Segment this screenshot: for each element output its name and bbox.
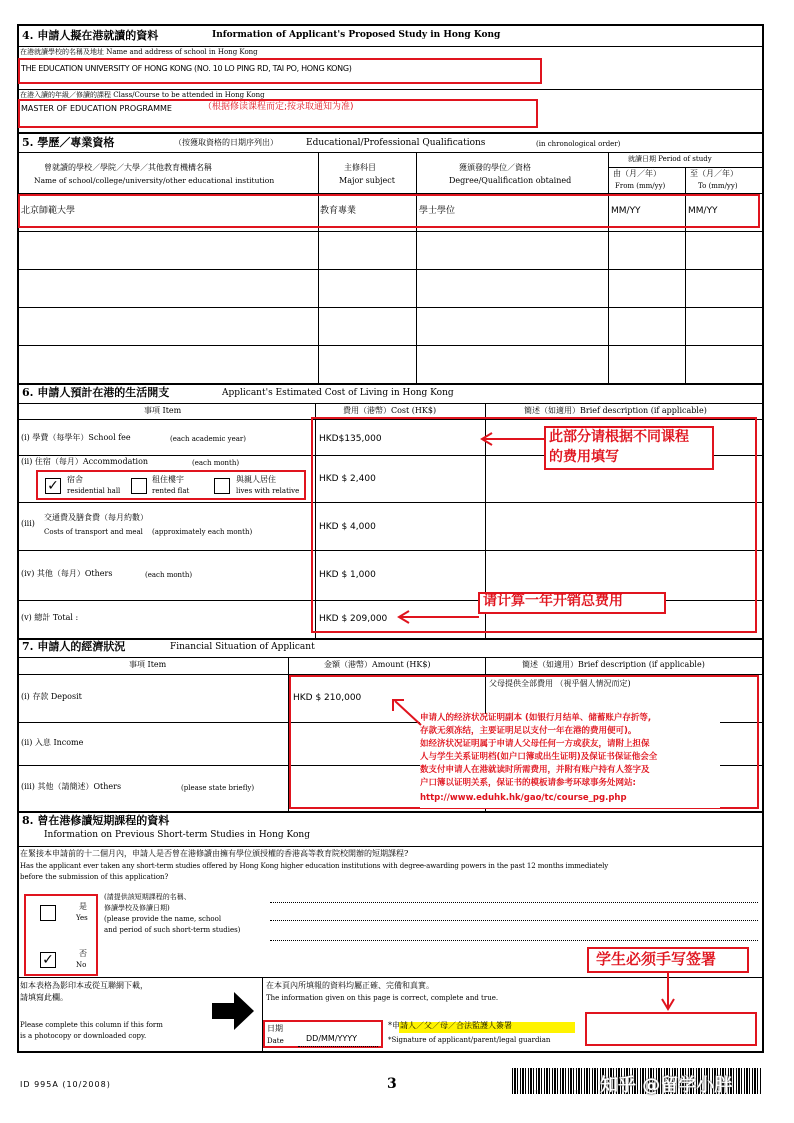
arrow-icon (389, 697, 423, 727)
sec4-title-en: Information of Applicant's Proposed Study in Hong Kong (212, 30, 501, 40)
school-value[interactable]: THE EDUCATION UNIVERSITY OF HONG KONG (NO. 10 LO PING RD, TAI PO, HONG KONG) (21, 64, 352, 73)
copy-note-en1: Please complete this column if this form (20, 1021, 163, 1029)
divider (18, 811, 763, 813)
divider (18, 132, 763, 134)
cost-i-sub: (each academic year) (170, 435, 246, 443)
signature-box[interactable] (585, 1012, 757, 1046)
cost-iii-sub: (approximately each month) (152, 528, 253, 536)
divider (18, 89, 763, 90)
col-from-zh: 由（月／年） (613, 169, 661, 178)
watermark: 知乎 @留学小胖 (600, 1075, 733, 1096)
correct-zh: 在本頁內所填報的資料均屬正確、完備和真實。 (266, 981, 434, 990)
sig-note-text: 学生必须手写签署 (596, 950, 717, 968)
sec6-col-cost: 費用（港幣）Cost (HK$) (343, 406, 437, 415)
class-label: 在港入讀的年級／修讀的課程 Class/Course to be attended in Hong Kong (20, 91, 265, 99)
cost-iv-sub: (each month) (145, 571, 193, 579)
opt-flat-en: rented flat (152, 487, 190, 495)
sec6-title-zh: 6. 申請人預計在港的生活開支 (22, 386, 170, 399)
sec8-title-zh: 8. 曾在港修讀短期課程的資料 (22, 814, 170, 827)
divider (18, 638, 763, 640)
date-zh: 日期 (267, 1024, 283, 1033)
class-note: （根据修读课程而定;按录取通知为准) (203, 102, 354, 112)
finance-note-line: 如经济状况证明属于申请人父母任何一方或获友，请附上担保 (420, 739, 650, 749)
col-divider (318, 152, 319, 383)
date-line (298, 1046, 378, 1047)
down-arrow-icon (661, 973, 675, 1011)
note1-line1: 此部分请根据不同课程 (549, 429, 689, 445)
cost-i-value[interactable]: HKD$135,000 (319, 434, 382, 444)
class-highlight-box (18, 99, 538, 128)
sec5-title-en-sub: (in chronological order) (536, 140, 621, 148)
sec5-title-en: Educational/Professional Qualifications (306, 138, 486, 148)
divider (18, 269, 763, 270)
col-divider (608, 152, 609, 383)
col-degree-zh: 獲頒發的學位／資格 (459, 163, 531, 172)
row1-from[interactable]: MM/YY (611, 206, 641, 216)
class-value[interactable]: MASTER OF EDUCATION PROGRAMME (21, 104, 172, 113)
cost-iii-zh: 交通費及膳食費（每月約數） (44, 513, 148, 522)
divider (18, 46, 763, 47)
divider (18, 231, 763, 232)
col-divider (416, 152, 417, 383)
col-period: 就讀日期 Period of study (628, 155, 712, 163)
sec8-title-en: Information on Previous Short-term Studies in Hong Kong (44, 830, 310, 840)
date-en: Date (267, 1037, 284, 1045)
detail-zh1: (請提供該短期課程的名稱、 (104, 893, 191, 901)
accommodation-highlight-box (36, 470, 306, 500)
cost-ii-label: (ii) 住宿（每月）Accommodation (21, 457, 149, 466)
col-major-en: Major subject (339, 176, 395, 185)
note2-text: 请计算一年开销总费用 (483, 593, 623, 609)
yes-en: Yes (76, 914, 88, 922)
col-degree-en: Degree/Qualification obtained (449, 176, 572, 185)
cost-iv-value[interactable]: HKD $ 1,000 (319, 570, 376, 580)
cost-ii-value[interactable]: HKD $ 2,400 (319, 474, 376, 484)
col-major-zh: 主修科目 (344, 163, 376, 172)
arrow-icon (478, 432, 544, 446)
sec7-col-item: 事項 Item (129, 660, 167, 669)
sec8-question-en1: Has the applicant ever taken any short-term studies offered by Hong Kong higher education institutions with degree-awarding powers in the past 12 months immediately (20, 862, 609, 870)
date-highlight-box (263, 1020, 383, 1048)
row1-major[interactable]: 教育專業 (320, 206, 357, 216)
school-highlight-box (18, 58, 542, 84)
fin-i-value[interactable]: HKD $ 210,000 (293, 693, 362, 703)
yes-checkbox[interactable] (40, 905, 56, 921)
sec8-question-en2: before the submission of this application? (20, 873, 169, 881)
no-zh: 否 (79, 949, 87, 958)
cost-v-value[interactable]: HKD $ 209,000 (319, 614, 388, 624)
finance-note (420, 714, 720, 808)
col-to-en: To (mm/yy) (698, 182, 738, 190)
sec6-col-desc: 簡述（如適用）Brief description (if applicable) (524, 406, 707, 415)
finance-note-line: 人与学生关系证明档(如户口簿或出生证明)及保证书保证他会全 (420, 752, 658, 762)
fin-ii-label: (ii) 入息 Income (21, 738, 84, 747)
row1-degree[interactable]: 學士學位 (419, 206, 456, 216)
divider (18, 152, 763, 153)
hall-checkbox[interactable]: ✓ (45, 478, 61, 494)
detail-line[interactable] (270, 940, 758, 941)
opt-flat-zh: 租住樓宇 (152, 475, 184, 484)
right-arrow-icon (212, 992, 254, 1030)
sec8-question-zh: 在緊接本申請前的十二個月內，申請人是否曾在港修讀由擁有學位頒授權的香港高等教育院校開辦的短期課程? (20, 849, 409, 858)
divider (18, 657, 763, 658)
finance-note-link[interactable]: http://www.eduhk.hk/gao/tc/course_pg.php (420, 793, 627, 803)
cost-iii-value[interactable]: HKD $ 4,000 (319, 522, 376, 532)
sec7-title-en: Financial Situation of Applicant (170, 642, 315, 652)
opt-relative-en: lives with relative (236, 487, 300, 495)
detail-line[interactable] (270, 920, 758, 921)
row1-school[interactable]: 北京師範大學 (21, 206, 76, 216)
note1-line2: 的费用填写 (549, 449, 619, 465)
opt-hall-zh: 宿舍 (67, 475, 83, 484)
col-from-en: From (mm/yy) (615, 182, 666, 190)
detail-line[interactable] (270, 902, 758, 903)
cost-iv-label: (iv) 其他（每月）Others (21, 569, 113, 578)
correct-en: The information given on this page is correct, complete and true. (266, 994, 499, 1002)
opt-relative-zh: 與親人居住 (236, 475, 276, 484)
divider (18, 403, 763, 404)
sec7-col-amt: 金額（港幣）Amount (HK$) (324, 660, 431, 669)
opt-hall-en: residential hall (67, 487, 121, 495)
divider (18, 977, 763, 978)
fin-i-label: (i) 存款 Deposit (21, 692, 82, 701)
col-to-zh: 至（月／年） (690, 169, 738, 178)
fin-iii-sub: (please state briefly) (181, 784, 255, 792)
detail-zh2: 修讀學校及修讀日期) (104, 904, 170, 912)
sec4-title-zh: 4. 申請人擬在港就讀的資料 (22, 29, 159, 42)
cost-iii-en: Costs of transport and meal (44, 528, 143, 536)
cost-ii-sub: (each month) (192, 459, 240, 467)
sec7-title-zh: 7. 申請人的經濟狀況 (22, 640, 126, 653)
no-checkbox[interactable]: ✓ (40, 952, 56, 968)
copy-note-zh1: 如本表格為影印本或從互聯網下載， (20, 981, 148, 990)
arrow-icon (395, 610, 479, 624)
signature-zh: *申請人／父／母／合法監護人簽署 (388, 1021, 512, 1030)
date-value[interactable]: DD/MM/YYYY (306, 1034, 358, 1043)
sec6-col-item: 事項 Item (144, 406, 182, 415)
sec5-title-zh-sub: （按獲取資格的日期序列出） (174, 138, 278, 147)
detail-en2: and period of such short-term studies) (104, 926, 241, 934)
detail-en1: (please provide the name, school (104, 915, 222, 923)
divider (18, 307, 763, 308)
divider (18, 383, 763, 385)
cost-i-label: (i) 學費（每學年）School fee (21, 433, 131, 442)
col-school-en: Name of school/college/university/other educational institution (34, 176, 275, 185)
no-en: No (76, 961, 87, 969)
sec5-title-zh: 5. 學歷／專業資格 (22, 136, 115, 149)
divider (18, 345, 763, 346)
finance-note-line: 申请人的经济状况证明副本 (如银行月结单、储蓄账户存折等, (420, 713, 652, 723)
finance-note-line: 户口簿以证明关系，保证书的模板请参考环球事务处网站: (420, 778, 636, 788)
sec7-col-desc: 簡述（如適用）Brief description (if applicable) (522, 660, 705, 669)
school-label: 在港就讀學校的名稱及地址 Name and address of school in Hong Kong (20, 48, 258, 56)
form-id: ID 995A (10/2008) (20, 1080, 111, 1089)
page-number: 3 (387, 1076, 397, 1092)
cost-v-label: (v) 總計 Total : (21, 613, 79, 622)
yes-zh: 是 (79, 902, 87, 911)
finance-note-line: 存款无须冻结，主要证明足以支付一年在港的费用便可)。 (420, 726, 637, 736)
row1-to[interactable]: MM/YY (688, 206, 718, 216)
col-school-zh: 曾就讀的學校／學院／大學／其他教育機構名稱 (44, 163, 212, 172)
copy-note-zh2: 請填寫此欄。 (20, 993, 68, 1002)
fin-iii-label: (iii) 其他（請簡述）Others (21, 782, 122, 791)
row1-highlight-box (18, 194, 760, 228)
sec6-title-en: Applicant's Estimated Cost of Living in Hong Kong (222, 388, 454, 398)
fin-i-desc[interactable]: 父母提供全部費用 （視乎個人情況而定) (489, 679, 631, 688)
copy-note-en2: is a photocopy or downloaded copy. (20, 1032, 147, 1040)
divider (18, 846, 763, 847)
finance-note-line: 数支付申请人在港就读时所需费用，并附有账户持有人签字及 (420, 765, 650, 775)
cost-iii-num: (iii) (21, 519, 35, 528)
signature-en: *Signature of applicant/parent/legal guardian (388, 1036, 551, 1044)
